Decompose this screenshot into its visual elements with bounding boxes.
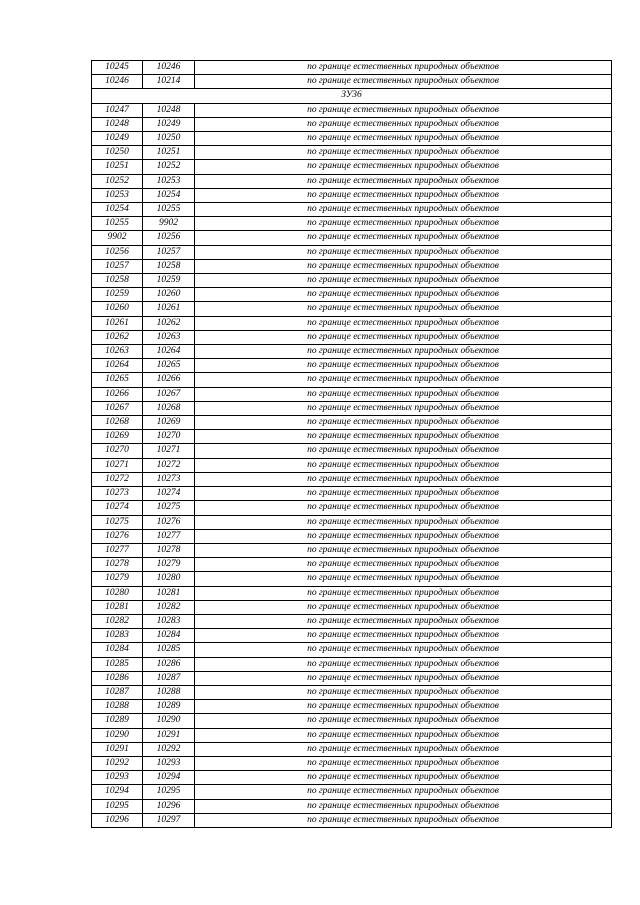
table-row xyxy=(92,174,612,188)
point-to-cell: 10295 xyxy=(143,785,195,799)
point-to-cell: 10262 xyxy=(143,316,195,330)
point-from-cell: 10262 xyxy=(92,330,143,344)
boundary-description-cell: по границе естественных природных объектов xyxy=(195,75,612,89)
table-row xyxy=(92,558,612,572)
point-from-cell: 10284 xyxy=(92,643,143,657)
point-from-cell: 10255 xyxy=(92,217,143,231)
boundary-description-cell: по границе естественных природных объектов xyxy=(195,572,612,586)
boundary-description-cell: по границе естественных природных объектов xyxy=(195,245,612,259)
point-to-cell: 10288 xyxy=(143,685,195,699)
boundary-description-cell: по границе естественных природных объектов xyxy=(195,458,612,472)
boundary-description-cell: по границе естественных природных объектов xyxy=(195,558,612,572)
point-from-cell: 10293 xyxy=(92,771,143,785)
point-from-cell: 10253 xyxy=(92,188,143,202)
table-row xyxy=(92,714,612,728)
point-to-cell: 10266 xyxy=(143,373,195,387)
point-to-cell: 10261 xyxy=(143,302,195,316)
point-to-cell: 10269 xyxy=(143,416,195,430)
point-to-cell: 10282 xyxy=(143,600,195,614)
boundary-description-cell: по границе естественных природных объектов xyxy=(195,742,612,756)
table-row xyxy=(92,316,612,330)
table-row xyxy=(92,756,612,770)
table-row xyxy=(92,515,612,529)
table-row xyxy=(92,203,612,217)
point-from-cell: 10279 xyxy=(92,572,143,586)
table-row xyxy=(92,103,612,117)
table-row xyxy=(92,742,612,756)
point-from-cell: 10281 xyxy=(92,600,143,614)
table-row xyxy=(92,685,612,699)
point-from-cell: 10289 xyxy=(92,714,143,728)
table-row xyxy=(92,387,612,401)
point-from-cell: 10261 xyxy=(92,316,143,330)
point-to-cell: 10276 xyxy=(143,515,195,529)
point-to-cell: 10268 xyxy=(143,401,195,415)
table-row xyxy=(92,231,612,245)
boundary-description-cell: по границе естественных природных объектов xyxy=(195,586,612,600)
point-to-cell: 10256 xyxy=(143,231,195,245)
point-from-cell: 10276 xyxy=(92,529,143,543)
point-to-cell: 10272 xyxy=(143,458,195,472)
point-to-cell: 10291 xyxy=(143,728,195,742)
point-from-cell: 10295 xyxy=(92,799,143,813)
boundary-description-cell: по границе естественных природных объектов xyxy=(195,359,612,373)
point-to-cell: 10248 xyxy=(143,103,195,117)
section-label: ЗУ36 xyxy=(92,89,612,103)
boundary-description-cell: по границе естественных природных объектов xyxy=(195,813,612,827)
boundary-description-cell: по границе естественных природных объектов xyxy=(195,614,612,628)
point-to-cell: 10278 xyxy=(143,543,195,557)
point-from-cell: 10254 xyxy=(92,203,143,217)
point-from-cell: 10252 xyxy=(92,174,143,188)
point-from-cell: 10248 xyxy=(92,117,143,131)
boundary-description-cell: по границе естественных природных объектов xyxy=(195,387,612,401)
point-to-cell: 10265 xyxy=(143,359,195,373)
point-to-cell: 10281 xyxy=(143,586,195,600)
boundary-description-cell: по границе естественных природных объектов xyxy=(195,103,612,117)
point-from-cell: 10283 xyxy=(92,629,143,643)
point-from-cell: 10257 xyxy=(92,259,143,273)
point-from-cell: 10267 xyxy=(92,401,143,415)
point-to-cell: 10271 xyxy=(143,444,195,458)
table-row xyxy=(92,444,612,458)
point-from-cell: 10250 xyxy=(92,146,143,160)
table-row xyxy=(92,160,612,174)
point-to-cell: 10290 xyxy=(143,714,195,728)
table-row xyxy=(92,245,612,259)
point-to-cell: 10297 xyxy=(143,813,195,827)
boundary-description-cell: по границе естественных природных объектов xyxy=(195,373,612,387)
table-row xyxy=(92,373,612,387)
point-from-cell: 10264 xyxy=(92,359,143,373)
table-row xyxy=(92,359,612,373)
table-row xyxy=(92,700,612,714)
point-to-cell: 10253 xyxy=(143,174,195,188)
point-to-cell: 10258 xyxy=(143,259,195,273)
table-row xyxy=(92,629,612,643)
point-from-cell: 10287 xyxy=(92,685,143,699)
table-row xyxy=(92,188,612,202)
boundary-description-cell: по границе естественных природных объектов xyxy=(195,132,612,146)
boundary-description-cell: по границе естественных природных объектов xyxy=(195,259,612,273)
boundary-description-cell: по границе естественных природных объектов xyxy=(195,231,612,245)
point-from-cell: 10260 xyxy=(92,302,143,316)
point-to-cell: 10274 xyxy=(143,487,195,501)
table-row xyxy=(92,416,612,430)
table-row xyxy=(92,671,612,685)
point-to-cell: 10254 xyxy=(143,188,195,202)
point-from-cell: 10247 xyxy=(92,103,143,117)
boundary-description-cell: по границе естественных природных объектов xyxy=(195,799,612,813)
point-to-cell: 10294 xyxy=(143,771,195,785)
table-row xyxy=(92,600,612,614)
point-to-cell: 10283 xyxy=(143,614,195,628)
point-to-cell: 10255 xyxy=(143,203,195,217)
boundary-description-cell: по границе естественных природных объектов xyxy=(195,487,612,501)
point-to-cell: 10293 xyxy=(143,756,195,770)
boundary-description-cell: по границе естественных природных объектов xyxy=(195,416,612,430)
table-row xyxy=(92,586,612,600)
boundary-description-cell: по границе естественных природных объектов xyxy=(195,771,612,785)
table-row xyxy=(92,288,612,302)
point-from-cell: 10285 xyxy=(92,657,143,671)
table-row xyxy=(92,785,612,799)
point-to-cell: 10286 xyxy=(143,657,195,671)
point-to-cell: 10249 xyxy=(143,117,195,131)
point-to-cell: 10275 xyxy=(143,501,195,515)
point-to-cell: 10260 xyxy=(143,288,195,302)
point-from-cell: 10271 xyxy=(92,458,143,472)
table-row xyxy=(92,572,612,586)
point-from-cell: 10292 xyxy=(92,756,143,770)
table-row xyxy=(92,813,612,827)
point-to-cell: 10263 xyxy=(143,330,195,344)
boundary-points-table xyxy=(91,60,612,828)
table-row xyxy=(92,401,612,415)
point-from-cell: 10273 xyxy=(92,487,143,501)
point-to-cell: 10280 xyxy=(143,572,195,586)
point-to-cell: 10292 xyxy=(143,742,195,756)
point-from-cell: 10275 xyxy=(92,515,143,529)
point-to-cell: 10279 xyxy=(143,558,195,572)
boundary-description-cell: по границе естественных природных объектов xyxy=(195,728,612,742)
boundary-description-cell: по границе естественных природных объектов xyxy=(195,515,612,529)
point-from-cell: 10291 xyxy=(92,742,143,756)
point-from-cell: 10270 xyxy=(92,444,143,458)
table-row xyxy=(92,643,612,657)
table-row xyxy=(92,771,612,785)
table-row xyxy=(92,132,612,146)
point-to-cell: 10264 xyxy=(143,345,195,359)
table-row xyxy=(92,458,612,472)
point-to-cell: 10296 xyxy=(143,799,195,813)
boundary-description-cell: по границе естественных природных объектов xyxy=(195,671,612,685)
boundary-description-cell: по границе естественных природных объектов xyxy=(195,61,612,75)
point-from-cell: 10277 xyxy=(92,543,143,557)
point-to-cell: 10257 xyxy=(143,245,195,259)
table-row xyxy=(92,543,612,557)
point-from-cell: 10272 xyxy=(92,472,143,486)
point-to-cell: 10214 xyxy=(143,75,195,89)
point-from-cell: 10263 xyxy=(92,345,143,359)
boundary-description-cell: по границе естественных природных объектов xyxy=(195,345,612,359)
point-from-cell: 10266 xyxy=(92,387,143,401)
boundary-description-cell: по границе естественных природных объектов xyxy=(195,501,612,515)
boundary-description-cell: по границе естественных природных объектов xyxy=(195,756,612,770)
boundary-description-cell: по границе естественных природных объектов xyxy=(195,117,612,131)
point-to-cell: 10250 xyxy=(143,132,195,146)
table-row xyxy=(92,61,612,75)
boundary-description-cell: по границе естественных природных объектов xyxy=(195,302,612,316)
point-to-cell: 10287 xyxy=(143,671,195,685)
table-row xyxy=(92,75,612,89)
point-from-cell: 10296 xyxy=(92,813,143,827)
point-from-cell: 10268 xyxy=(92,416,143,430)
point-from-cell: 10246 xyxy=(92,75,143,89)
table-row xyxy=(92,330,612,344)
table-row xyxy=(92,259,612,273)
boundary-description-cell: по границе естественных природных объектов xyxy=(195,203,612,217)
point-from-cell: 10278 xyxy=(92,558,143,572)
boundary-description-cell: по границе естественных природных объектов xyxy=(195,288,612,302)
boundary-description-cell: по границе естественных природных объектов xyxy=(195,600,612,614)
boundary-description-cell: по границе естественных природных объектов xyxy=(195,274,612,288)
point-to-cell: 10267 xyxy=(143,387,195,401)
boundary-description-cell: по границе естественных природных объектов xyxy=(195,174,612,188)
table-row xyxy=(92,302,612,316)
point-from-cell: 10288 xyxy=(92,700,143,714)
point-from-cell: 10249 xyxy=(92,132,143,146)
point-to-cell: 10270 xyxy=(143,430,195,444)
table-row xyxy=(92,146,612,160)
point-to-cell: 10251 xyxy=(143,146,195,160)
point-to-cell: 10252 xyxy=(143,160,195,174)
point-from-cell: 10256 xyxy=(92,245,143,259)
point-from-cell: 10269 xyxy=(92,430,143,444)
table-row xyxy=(92,657,612,671)
table-row xyxy=(92,799,612,813)
point-to-cell: 9902 xyxy=(143,217,195,231)
point-from-cell: 10294 xyxy=(92,785,143,799)
boundary-description-cell: по границе естественных природных объектов xyxy=(195,160,612,174)
table-row xyxy=(92,274,612,288)
boundary-description-cell: по границе естественных природных объектов xyxy=(195,217,612,231)
boundary-description-cell: по границе естественных природных объектов xyxy=(195,700,612,714)
table-row xyxy=(92,529,612,543)
point-from-cell: 10282 xyxy=(92,614,143,628)
point-from-cell: 10258 xyxy=(92,274,143,288)
boundary-description-cell: по границе естественных природных объектов xyxy=(195,401,612,415)
point-to-cell: 10273 xyxy=(143,472,195,486)
point-from-cell: 10251 xyxy=(92,160,143,174)
table-row xyxy=(92,217,612,231)
point-from-cell: 10259 xyxy=(92,288,143,302)
table-row xyxy=(92,614,612,628)
point-to-cell: 10277 xyxy=(143,529,195,543)
boundary-description-cell: по границе естественных природных объектов xyxy=(195,472,612,486)
section-header-row xyxy=(92,89,612,103)
table-row xyxy=(92,430,612,444)
point-to-cell: 10246 xyxy=(143,61,195,75)
table-row xyxy=(92,472,612,486)
boundary-description-cell: по границе естественных природных объектов xyxy=(195,146,612,160)
table-row xyxy=(92,487,612,501)
table-row xyxy=(92,345,612,359)
boundary-description-cell: по границе естественных природных объектов xyxy=(195,657,612,671)
boundary-description-cell: по границе естественных природных объектов xyxy=(195,643,612,657)
boundary-description-cell: по границе естественных природных объектов xyxy=(195,629,612,643)
point-from-cell: 10286 xyxy=(92,671,143,685)
point-from-cell: 10265 xyxy=(92,373,143,387)
boundary-description-cell: по границе естественных природных объектов xyxy=(195,430,612,444)
point-to-cell: 10285 xyxy=(143,643,195,657)
point-from-cell: 10245 xyxy=(92,61,143,75)
boundary-description-cell: по границе естественных природных объектов xyxy=(195,188,612,202)
table-row xyxy=(92,117,612,131)
point-to-cell: 10289 xyxy=(143,700,195,714)
boundary-description-cell: по границе естественных природных объектов xyxy=(195,529,612,543)
boundary-description-cell: по границе естественных природных объектов xyxy=(195,685,612,699)
point-from-cell: 10290 xyxy=(92,728,143,742)
boundary-description-cell: по границе естественных природных объектов xyxy=(195,785,612,799)
boundary-description-cell: по границе естественных природных объектов xyxy=(195,316,612,330)
boundary-description-cell: по границе естественных природных объектов xyxy=(195,714,612,728)
boundary-description-cell: по границе естественных природных объектов xyxy=(195,330,612,344)
table-row xyxy=(92,728,612,742)
table-body xyxy=(92,61,612,828)
point-from-cell: 9902 xyxy=(92,231,143,245)
point-to-cell: 10259 xyxy=(143,274,195,288)
table-row xyxy=(92,501,612,515)
point-from-cell: 10280 xyxy=(92,586,143,600)
point-to-cell: 10284 xyxy=(143,629,195,643)
boundary-description-cell: по границе естественных природных объектов xyxy=(195,444,612,458)
point-from-cell: 10274 xyxy=(92,501,143,515)
boundary-description-cell: по границе естественных природных объектов xyxy=(195,543,612,557)
